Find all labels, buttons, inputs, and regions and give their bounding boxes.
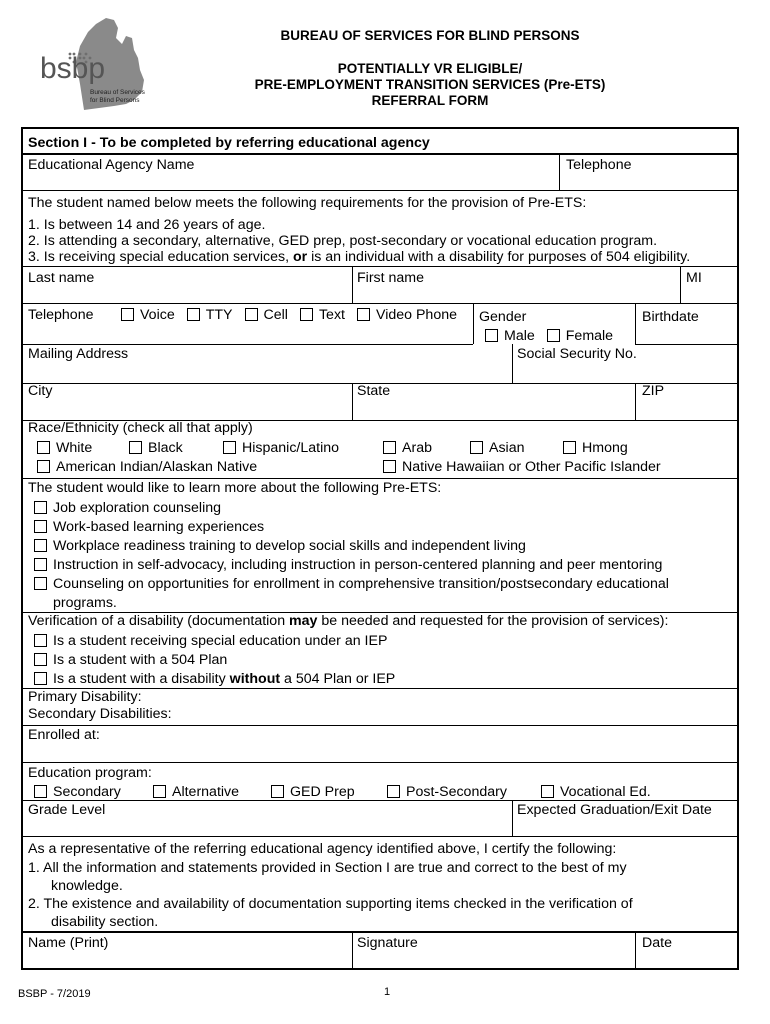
- gender-options: Male Female: [485, 328, 613, 345]
- ssn-label: Social Security No.: [517, 346, 637, 362]
- voice-checkbox[interactable]: [121, 308, 134, 321]
- pre-ets-option-self-advocacy: Instruction in self-advocacy, including instruction in person-centered planning and peer mentoring: [34, 557, 662, 574]
- american-indian-checkbox[interactable]: [37, 460, 50, 473]
- verify-option-504: Is a student with a 504 Plan: [34, 652, 227, 669]
- certification-item-1-cont: knowledge.: [51, 878, 123, 894]
- pacific-islander-checkbox[interactable]: [383, 460, 396, 473]
- work-based-learning-checkbox[interactable]: [34, 520, 47, 533]
- grade-level-label: Grade Level: [28, 802, 106, 818]
- last-name-label: Last name: [28, 270, 95, 286]
- hmong-checkbox[interactable]: [563, 441, 576, 454]
- state-label: State: [357, 383, 391, 399]
- referral-form: [21, 127, 739, 970]
- pre-ets-option-work-based: Work-based learning experiences: [34, 519, 264, 536]
- agency-name-label: Educational Agency Name: [28, 157, 195, 173]
- program-ged-option: GED Prep: [271, 784, 355, 801]
- program-alternative-option: Alternative: [153, 784, 239, 801]
- tty-checkbox[interactable]: [187, 308, 200, 321]
- agency-telephone-label: Telephone: [566, 157, 632, 173]
- alternative-checkbox[interactable]: [153, 785, 166, 798]
- form-title-line3: REFERRAL FORM: [371, 93, 489, 108]
- verify-option-without: Is a student with a disability without a 504 Plan or IEP: [34, 671, 395, 688]
- certification-item-2-cont: disability section.: [51, 914, 159, 930]
- vocational-checkbox[interactable]: [541, 785, 554, 798]
- student-telephone-label: Telephone: [28, 307, 94, 323]
- mailing-address-label: Mailing Address: [28, 346, 129, 362]
- video-phone-checkbox[interactable]: [357, 308, 370, 321]
- education-program-label: Education program:: [28, 765, 152, 781]
- secondary-checkbox[interactable]: [34, 785, 47, 798]
- asian-checkbox[interactable]: [470, 441, 483, 454]
- pre-ets-option-counseling-cont: programs.: [53, 595, 117, 611]
- requirement-disability: 3. Is receiving special education services, or is an individual with a disability for purposes of 504 eligibility.: [28, 249, 691, 265]
- pre-ets-option-job-exploration: Job exploration counseling: [34, 500, 221, 517]
- pre-ets-option-workplace-readiness: Workplace readiness training to develop social skills and independent living: [34, 538, 526, 555]
- ged-prep-checkbox[interactable]: [271, 785, 284, 798]
- iep-checkbox[interactable]: [34, 634, 47, 647]
- race-hispanic-option: Hispanic/Latino: [223, 440, 339, 457]
- workplace-readiness-checkbox[interactable]: [34, 539, 47, 552]
- cell-checkbox[interactable]: [245, 308, 258, 321]
- black-checkbox[interactable]: [129, 441, 142, 454]
- post-secondary-checkbox[interactable]: [387, 785, 400, 798]
- svg-text:Bureau of Services: Bureau of Services: [90, 89, 145, 96]
- hispanic-checkbox[interactable]: [223, 441, 236, 454]
- race-black-option: Black: [129, 440, 183, 457]
- requirement-program: 2. Is attending a secondary, alternative, GED prep, post-secondary or vocational education program.: [28, 233, 658, 249]
- male-checkbox[interactable]: [485, 329, 498, 342]
- text-checkbox[interactable]: [300, 308, 313, 321]
- pre-ets-label: The student would like to learn more about the following Pre-ETS:: [28, 480, 442, 496]
- self-advocacy-checkbox[interactable]: [34, 558, 47, 571]
- middle-initial-label: MI: [686, 270, 702, 286]
- graduation-date-label: Expected Graduation/Exit Date: [517, 802, 712, 818]
- program-secondary-option: Secondary: [34, 784, 121, 801]
- job-exploration-checkbox[interactable]: [34, 501, 47, 514]
- primary-disability-label: Primary Disability:: [28, 689, 142, 705]
- form-id: BSBP - 7/2019: [18, 988, 91, 1000]
- verify-option-iep: Is a student receiving special education under an IEP: [34, 633, 387, 650]
- pre-ets-option-counseling: Counseling on opportunities for enrollment in comprehensive transition/postsecondary educational: [34, 576, 669, 593]
- divider: [23, 153, 737, 155]
- city-label: City: [28, 383, 53, 399]
- race-pacific-option: Native Hawaiian or Other Pacific Islander: [383, 459, 661, 476]
- form-title-line1: POTENTIALLY VR ELIGIBLE/: [337, 61, 523, 76]
- birthdate-label: Birthdate: [642, 309, 699, 325]
- phone-type-options: Voice TTY Cell Text Video Phone: [121, 307, 457, 324]
- requirements-intro: The student named below meets the following requirements for the provision of Pre-ETS:: [28, 195, 587, 211]
- form-title-line2: PRE-EMPLOYMENT TRANSITION SERVICES (Pre-ETS): [254, 77, 606, 92]
- counseling-checkbox[interactable]: [34, 577, 47, 590]
- secondary-disabilities-label: Secondary Disabilities:: [28, 706, 172, 722]
- arab-checkbox[interactable]: [383, 441, 396, 454]
- race-arab-option: Arab: [383, 440, 432, 457]
- program-vocational-option: Vocational Ed.: [541, 784, 651, 801]
- name-print-label: Name (Print): [28, 935, 109, 951]
- race-american-indian-option: American Indian/Alaskan Native: [37, 459, 257, 476]
- plan-504-checkbox[interactable]: [34, 653, 47, 666]
- race-asian-option: Asian: [470, 440, 525, 457]
- certification-item-1: 1. All the information and statements provided in Section I are true and correct to the best of my: [28, 860, 627, 876]
- first-name-label: First name: [357, 270, 425, 286]
- race-hmong-option: Hmong: [563, 440, 628, 457]
- date-label: Date: [642, 935, 672, 951]
- section-title: Section I - To be completed by referring educational agency: [28, 135, 430, 151]
- certification-intro: As a representative of the referring educational agency identified above, I certify the following:: [28, 841, 617, 857]
- requirement-age: 1. Is between 14 and 26 years of age.: [28, 217, 266, 233]
- race-white-option: White: [37, 440, 92, 457]
- agency-name-heading: BUREAU OF SERVICES FOR BLIND PERSONS: [280, 28, 580, 43]
- gender-label: Gender: [479, 309, 527, 325]
- signature-label: Signature: [357, 935, 418, 951]
- race-ethnicity-label: Race/Ethnicity (check all that apply): [28, 420, 253, 436]
- zip-label: ZIP: [642, 383, 665, 399]
- female-checkbox[interactable]: [547, 329, 560, 342]
- without-plan-checkbox[interactable]: [34, 672, 47, 685]
- bsbp-logo: [22, 14, 172, 110]
- svg-text:for Blind Persons: for Blind Persons: [90, 97, 140, 104]
- certification-item-2: 2. The existence and availability of documentation supporting items checked in the verification of: [28, 896, 633, 912]
- program-post-secondary-option: Post-Secondary: [387, 784, 507, 801]
- page-number: 1: [384, 986, 391, 998]
- white-checkbox[interactable]: [37, 441, 50, 454]
- enrolled-at-label: Enrolled at:: [28, 727, 100, 743]
- verification-label: Verification of a disability (documentation may be needed and requested for the provision of services):: [28, 613, 669, 629]
- svg-text:bsbp: bsbp: [40, 52, 106, 85]
